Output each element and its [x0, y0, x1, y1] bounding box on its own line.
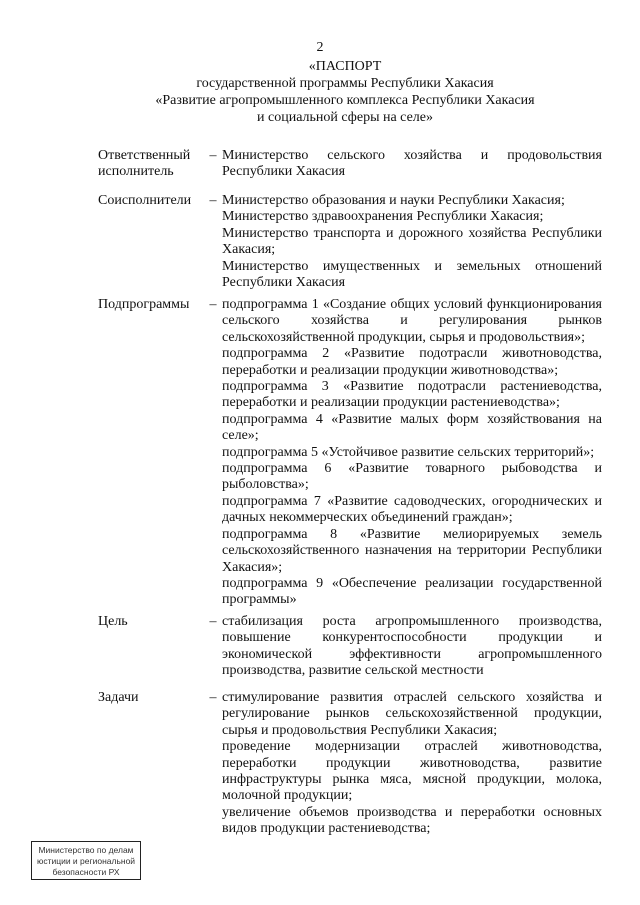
page-number: 2: [316, 40, 324, 55]
row-item: проведение модернизации отраслей животноводства, переработки продукции животноводства, развитие инфраструктуры рынка мяса, мясной продукции, молока, молочной продукции;: [222, 739, 602, 804]
row-label: Соисполнители: [98, 193, 192, 208]
row-content: [222, 614, 602, 680]
row-label: Цель: [98, 614, 128, 629]
row-dash: –: [209, 148, 217, 163]
row-item: подпрограмма 1 «Создание общих условий функционирования сельского хозяйства и регулирования рынков сельскохозяйственной продукции, сырья и продовольствия»;: [222, 297, 602, 345]
row-dash: –: [209, 690, 217, 705]
row-item: подпрограмма 4 «Развитие малых форм хозяйствования на селе»;: [222, 411, 602, 444]
row-content: [222, 193, 602, 291]
stamp-line: юстиции и региональной: [36, 856, 136, 866]
row-dash: –: [209, 193, 217, 208]
row-item: Министерство транспорта и дорожного хозяйства Республики Хакасия;: [222, 225, 602, 258]
header-title: «ПАСПОРТ: [308, 59, 382, 74]
row-item: подпрограмма 3 «Развитие подотрасли растениеводства, переработки и реализации продукции растениеводства»;: [222, 379, 602, 411]
row-item: Министерство образования и науки Республики Хакасия;: [222, 193, 565, 208]
row-item: Министерство сельского хозяйства и продовольствия Республики Хакасия: [222, 148, 602, 180]
row-content: [222, 297, 602, 609]
document-header: [110, 58, 580, 126]
row-item: подпрограмма 6 «Развитие товарного рыбоводства и рыболовства»;: [222, 461, 602, 493]
header-program-name-cont: и социальной сферы на селе»: [257, 110, 433, 125]
row-label: Задачи: [98, 690, 139, 705]
row-item: подпрограмма 9 «Обеспечение реализации государственной программы»: [222, 575, 602, 608]
row-item: стабилизация роста агропромышленного производства, повышение конкурентоспособности продукции и экономической эффективности агропромышленного производства, развитие сельской местности: [222, 614, 602, 679]
row-item: подпрограмма 2 «Развитие подотрасли животноводства, переработки и реализации продукции животноводства»;: [222, 346, 602, 378]
row-content: [222, 690, 602, 838]
row-label: Ответственный исполнитель: [98, 148, 191, 180]
stamp-line: Министерство по делам: [38, 845, 134, 855]
row-content: [222, 148, 602, 181]
stamp-line: безопасности РХ: [52, 867, 120, 877]
row-item: подпрограмма 7 «Развитие садоводческих, огороднических и дачных некоммерческих объединений граждан»;: [222, 493, 602, 526]
ministry-stamp: [31, 841, 141, 880]
row-item: стимулирование развития отраслей сельского хозяйства и регулирование рынков сельскохозяйственной продукции, сырья и продовольствия Республики Хакасия;: [222, 690, 602, 738]
row-item: Министерство имущественных и земельных отношений Республики Хакасия: [222, 258, 602, 291]
row-item: подпрограмма 8 «Развитие мелиорируемых земель сельскохозяйственного назначения на территории Республики Хакасия»;: [222, 526, 602, 575]
row-item: подпрограмма 5 «Устойчивое развитие сельских территорий»;: [222, 444, 595, 460]
header-program-name: «Развитие агропромышленного комплекса Республики Хакасия: [155, 93, 535, 108]
row-dash: –: [209, 614, 217, 629]
row-dash: –: [209, 297, 217, 312]
row-label: Подпрограммы: [98, 297, 190, 312]
row-item: Министерство здравоохранения Республики Хакасия;: [222, 209, 544, 225]
header-subtitle: государственной программы Республики Хакасия: [196, 76, 494, 91]
row-item: увеличение объемов производства и переработки основных видов продукции растениеводства;: [222, 804, 602, 837]
